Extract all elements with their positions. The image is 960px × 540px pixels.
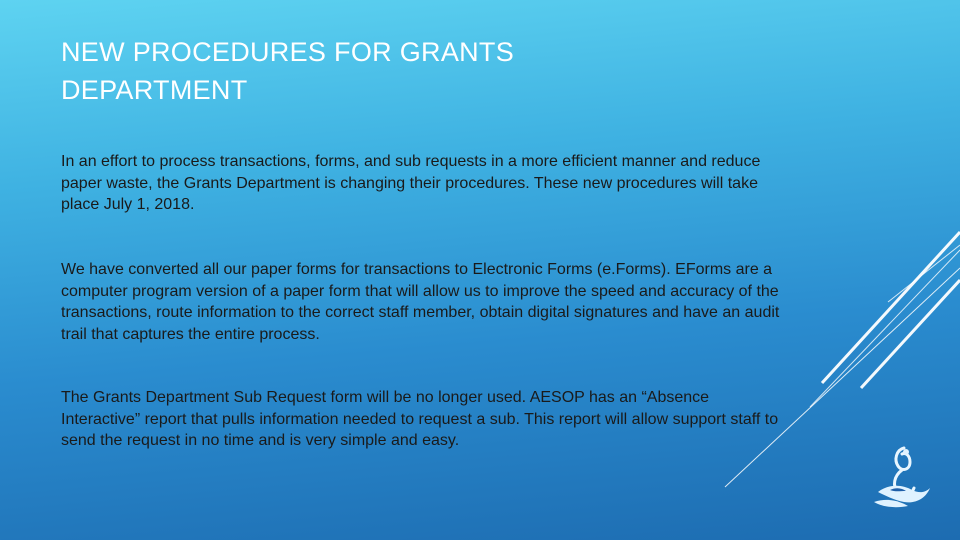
slide-title-line-1: NEW PROCEDURES FOR GRANTS — [61, 37, 515, 67]
decor-line-thick-2 — [861, 280, 960, 388]
paragraph-eforms: We have converted all our paper forms for transactions to Electronic Forms (e.Forms). EForms are a computer program version of a paper form that will allow us to improve the speed and accuracy of the transactions, route information to the correct staff member, obtain digital signatures and have an audit trail that captures the entire process. — [61, 261, 780, 343]
slide-title-line-2: DEPARTMENT — [61, 75, 248, 105]
mermaid-seahorse-logo-icon — [868, 440, 934, 512]
decor-line-thin-1 — [888, 245, 960, 302]
paragraph-new-procedures: In an effort to process transactions, forms, and sub requests in a more efficient manner and reduce paper waste, the Grants Department is changing their procedures. These new procedures will take place July 1, 2018. — [61, 153, 761, 213]
decor-line-thick-1 — [822, 232, 960, 383]
paragraph-sub-request: The Grants Department Sub Request form will be no longer used. AESOP has an “Absence Interactive” report that pulls information needed to request a sub. This report will allow support staff to send the request in no time and is very simple and easy. — [61, 389, 779, 449]
decor-line-thin-2 — [810, 250, 960, 407]
slide-title — [61, 33, 681, 109]
